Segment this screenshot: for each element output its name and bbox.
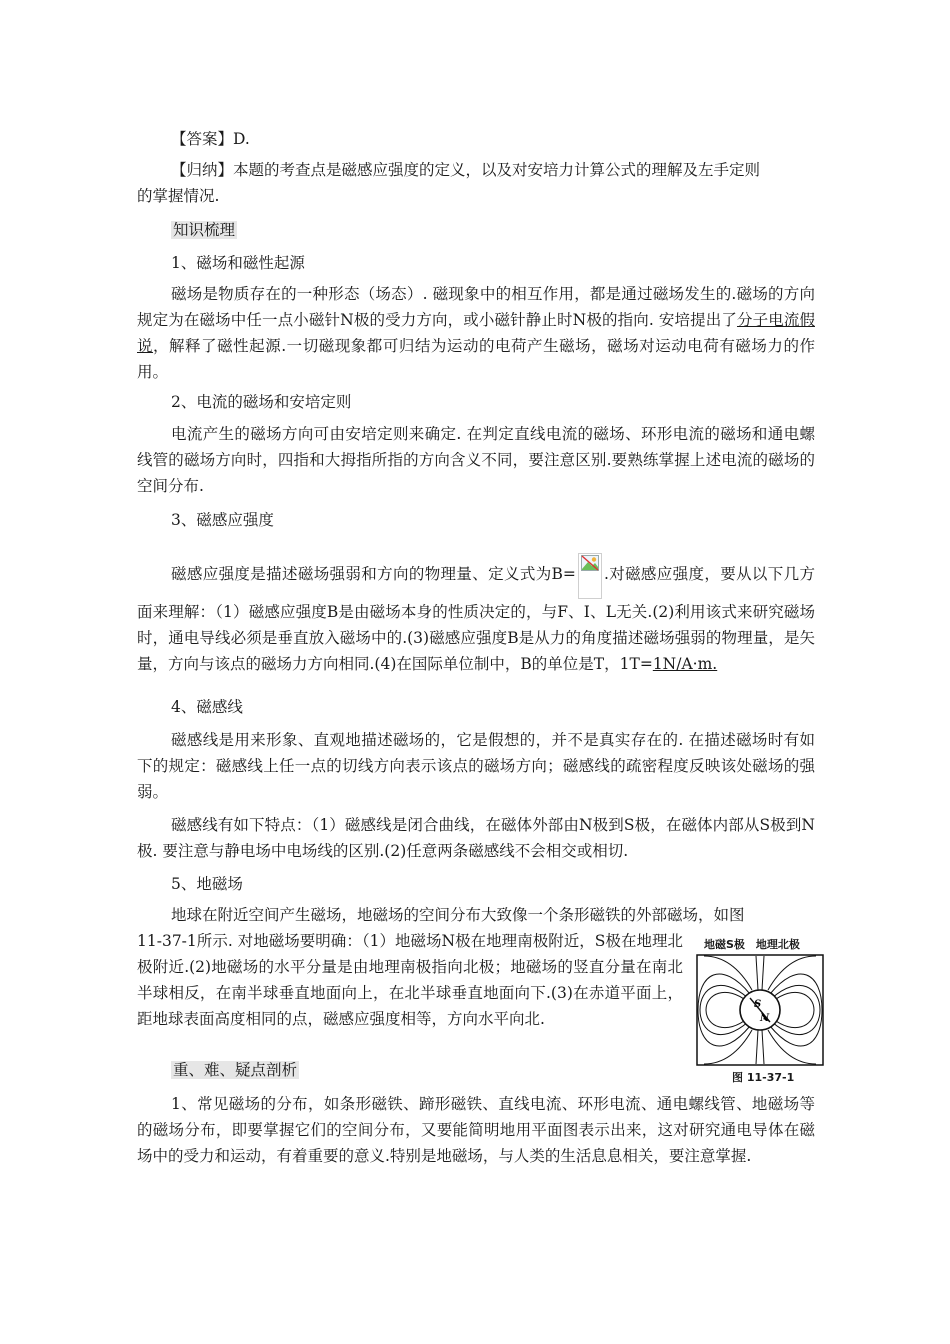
summary-line-2: 的掌握情况.	[137, 187, 220, 205]
link-molecular-current[interactable]: 分子电流假说	[137, 311, 815, 355]
heading-2: 2、电流的磁场和安培定则	[171, 393, 352, 411]
pole-s-label: S	[754, 999, 762, 1010]
heading-4: 4、磁感线	[171, 698, 243, 716]
section-analysis-label: 重、难、疑点剖析	[173, 1061, 298, 1079]
field-lines-diagram	[696, 954, 824, 1066]
figure-top-label: 地磁S极 地理北极	[704, 938, 800, 951]
heading-1: 1、磁场和磁性起源	[171, 254, 305, 272]
heading-3: 3、磁感应强度	[171, 511, 274, 529]
paragraph-5: 磁感线有如下特点：（1）磁感线是闭合曲线，在磁体外部由N极到S极，在磁体内部从S极到N极. 要注意与静电场中电场线的区别.(2)任意两条磁感线不会相交或相切.	[137, 816, 815, 860]
answer-line: 【答案】D.	[171, 130, 250, 148]
paragraph-4: 磁感线是用来形象、直观地描述磁场的，它是假想的，并不是真实存在的. 在描述磁场时有如下的规定：磁感线上任一点的切线方向表示该点的磁场方向；磁感线的疏密程度反映该处磁场的强弱。	[137, 731, 815, 801]
paragraph-6-first-line: 地球在附近空间产生磁场，地磁场的空间分布大致像一个条形磁铁的外部磁场，如图	[171, 906, 745, 924]
pole-n-label: N	[760, 1013, 770, 1024]
section-knowledge-heading	[137, 217, 815, 243]
earth-magnetic-field-figure	[692, 936, 828, 1086]
paragraph-2: 电流产生的磁场方向可由安培定则来确定. 在判定直线电流的磁场、环形电流的磁场和通电螺线管的磁场方向时，四指和大拇指所指的方向含义不同，要注意区别.要熟练掌握上述电流的磁场的空间分布.	[137, 425, 815, 495]
paragraph-6-rest: 11-37-1所示. 对地磁场要明确：（1）地磁场N极在地理南极附近，S极在地理北极附近.(2)地磁场的水平分量是由地理南极指向北极；地磁场的竖直分量在南北半球相反，在南半球垂直地面向上，在北半球垂直地面向下.(3)在赤道平面上，距地球表面高度相同的点，磁感应强度相等，方向水平向北.	[137, 932, 683, 1028]
section-knowledge-label: 知识梳理	[173, 221, 236, 239]
heading-5: 5、地磁场	[171, 875, 243, 893]
broken-image-icon	[578, 553, 602, 599]
paragraph-1: 磁场是物质存在的一种形态（场态）. 磁现象中的相互作用，都是通过磁场发生的.磁场的方向规定为在磁场中任一点小磁针N极的受力方向，或小磁针静止时N极的指向. 安培提出了分子电流假说，解释了磁性起源.一切磁现象都可归结为运动的电荷产生磁场，磁场对运动电荷有磁场力的作用。	[137, 285, 815, 381]
summary-line-1: 【归纳】本题的考查点是磁感应强度的定义，以及对安培力计算公式的理解及左手定则	[171, 161, 761, 179]
paragraph-7: 1、常见磁场的分布，如条形磁铁、蹄形磁铁、直线电流、环形电流、通电螺线管、地磁场等的磁场分布，即要掌握它们的空间分布，又要能简明地用平面图表示出来，这对研究通电导体在磁场中的受力和运动，有着重要的意义.特别是地磁场，与人类的生活息息相关，要注意掌握.	[137, 1095, 815, 1165]
paragraph-3: 磁感应强度是描述磁场强弱和方向的物理量、定义式为B= .对磁感应强度，要从以下几方面来理解：（1）磁感应强度B是由磁场本身的性质决定的，与F、I、L无关.(2)利用该式来研究磁场时，通电导线必须是垂直放入磁场中的.(3)磁感应强度B是从力的角度描述磁场强弱的物理量，是矢量，方向与该点的磁场力方向相同.(4)在国际单位制中，B的单位是T，1T=1N/A·m.	[137, 553, 815, 677]
unit-tesla: 1N/A·m.	[652, 655, 718, 673]
figure-caption: 图 11-37-1	[732, 1071, 795, 1084]
